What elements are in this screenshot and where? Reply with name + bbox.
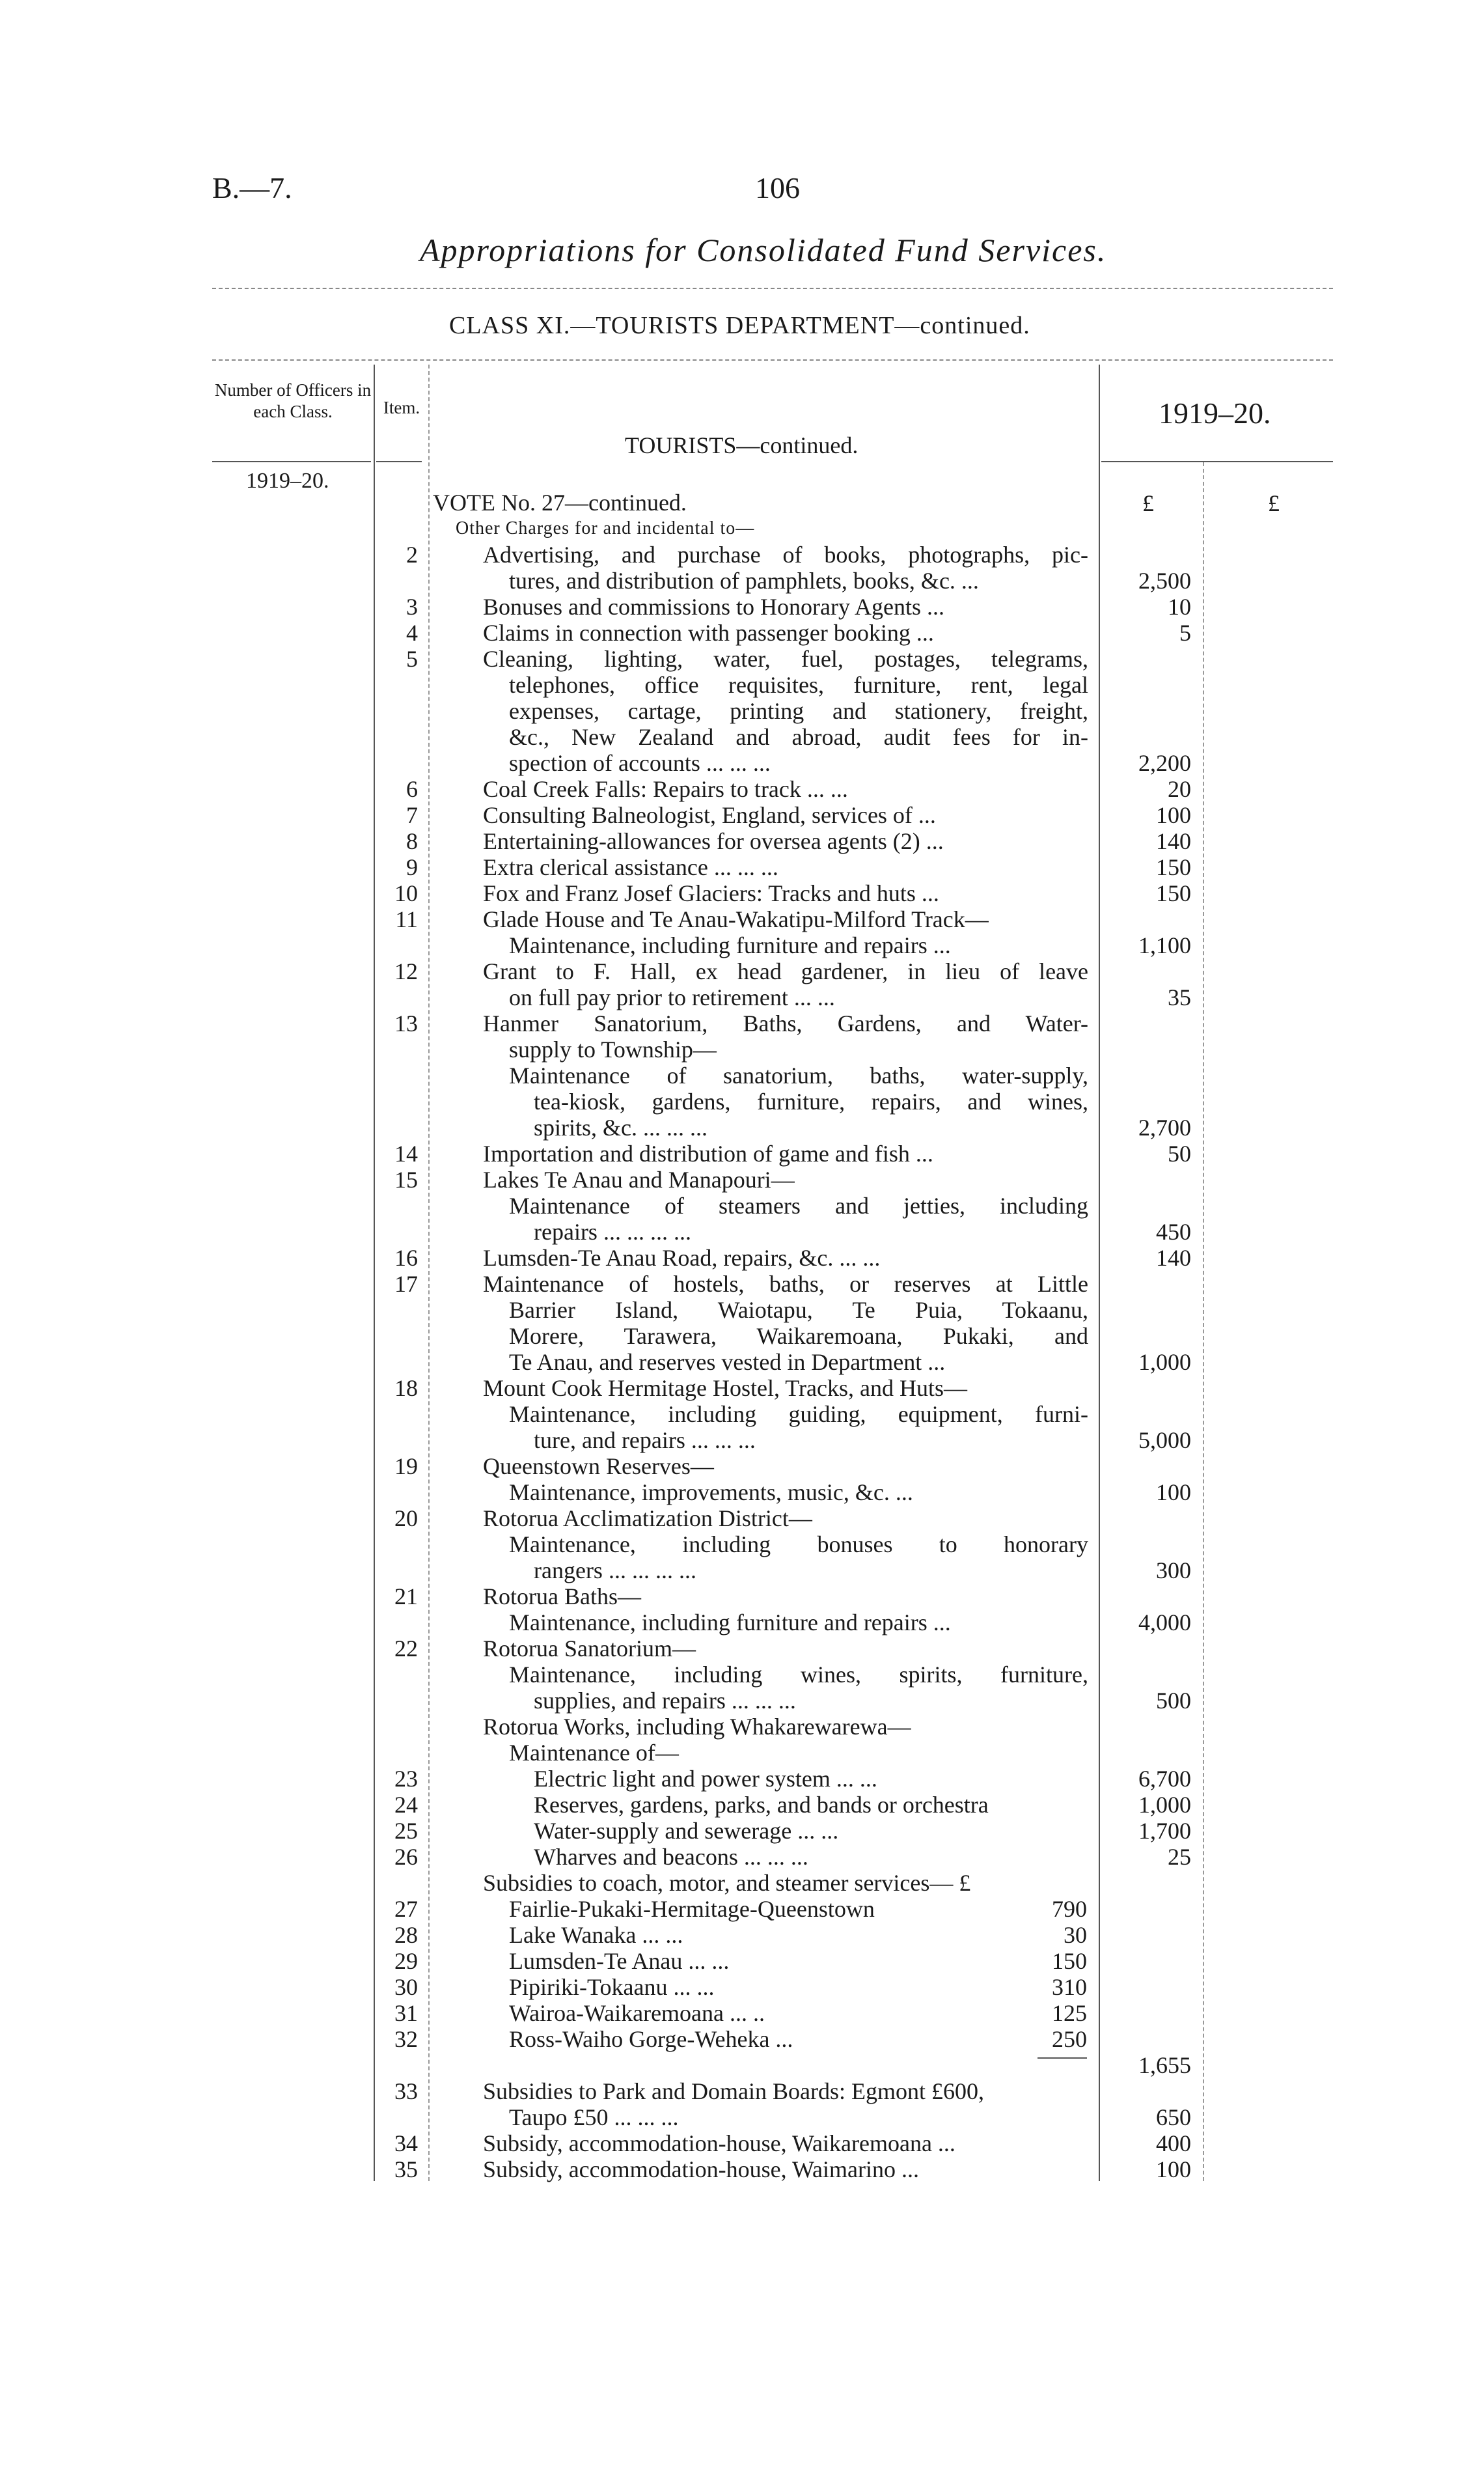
table-row [0, 724, 1484, 750]
table-row [0, 1948, 1484, 1974]
amount: 20 [1168, 776, 1191, 802]
amount: 400 [1156, 2130, 1191, 2156]
table-row [0, 646, 1484, 672]
row-text: Reserves, gardens, parks, and bands or orchestra [534, 1792, 989, 1818]
amount: 140 [1156, 1245, 1191, 1271]
item-number: 30 [394, 1974, 418, 2000]
row-text: Maintenance of hostels, baths, or reserves at Little [483, 1271, 1088, 1297]
table-row [0, 672, 1484, 698]
row-text: Maintenance, including bonuses to honorary [509, 1531, 1088, 1557]
row-text: Maintenance of— [509, 1740, 679, 1766]
amount: 100 [1156, 2156, 1191, 2182]
table-row [0, 1141, 1484, 1167]
item-number: 28 [394, 1922, 418, 1948]
table-row [0, 490, 1484, 516]
row-text: Taupo £50 ... ... ... [509, 2104, 679, 2130]
table-row [0, 542, 1484, 568]
row-text: Pipiriki-Tokaanu ... ... [509, 1974, 715, 2000]
item-number: 13 [394, 1010, 418, 1036]
row-text: Queenstown Reserves— [483, 1453, 714, 1479]
table-row [0, 958, 1484, 984]
table-row [0, 1036, 1484, 1063]
page-number: 106 [755, 171, 800, 204]
row-text: Cleaning, lighting, water, fuel, postages, telegrams, [483, 646, 1088, 672]
item-number: 10 [394, 880, 418, 906]
table-row [0, 1063, 1484, 1089]
row-text: Maintenance, improvements, music, &c. ... [509, 1479, 913, 1505]
row-text: Maintenance, including furniture and repairs ... [509, 932, 951, 958]
amount: 2,200 [1138, 750, 1191, 776]
table-row [0, 620, 1484, 646]
table-row [0, 1453, 1484, 1479]
sub-amount: 30 [1064, 1922, 1087, 1948]
item-header-rule [376, 461, 422, 462]
amount: 2,500 [1138, 568, 1191, 594]
table-row [0, 1609, 1484, 1635]
table-row [0, 1870, 1484, 1896]
table-row [0, 1505, 1484, 1531]
table-row [0, 1297, 1484, 1323]
row-text: Coal Creek Falls: Repairs to track ... ... [483, 776, 848, 802]
table-row [0, 2104, 1484, 2130]
table-row [0, 1271, 1484, 1297]
table-row [0, 1922, 1484, 1948]
item-number: 3 [406, 594, 418, 620]
pound-sign-amount: £ [1142, 490, 1154, 516]
pound-sign-total: £ [1268, 490, 1280, 516]
row-text: &c., New Zealand and abroad, audit fees for in- [509, 724, 1088, 750]
year-column-header: 1919–20. [1159, 396, 1271, 430]
table-row [0, 2130, 1484, 2156]
row-text: Rotorua Sanatorium— [483, 1635, 696, 1662]
table-row [0, 1557, 1484, 1583]
officers-column-header: Number of Officers in each Class. [214, 380, 372, 421]
table-row [0, 1245, 1484, 1271]
sub-amount: 250 [1052, 2026, 1087, 2052]
table-row [0, 1531, 1484, 1557]
item-number: 19 [394, 1453, 418, 1479]
amount: 10 [1168, 594, 1191, 620]
row-text: supplies, and repairs ... ... ... [534, 1688, 796, 1714]
item-number: 18 [394, 1375, 418, 1401]
row-text: Hanmer Sanatorium, Baths, Gardens, and Water- [483, 1010, 1088, 1036]
row-text: Grant to F. Hall, ex head gardener, in lieu of leave [483, 958, 1088, 984]
row-text: repairs ... ... ... ... [534, 1219, 691, 1245]
row-text: Subsidies to coach, motor, and steamer services— £ [483, 1870, 971, 1896]
row-text: spirits, &c. ... ... ... [534, 1115, 708, 1141]
amount: 1,000 [1138, 1349, 1191, 1375]
table-row [0, 1349, 1484, 1375]
row-text: Mount Cook Hermitage Hostel, Tracks, and Huts— [483, 1375, 967, 1401]
item-number: 20 [394, 1505, 418, 1531]
row-text: Lake Wanaka ... ... [509, 1922, 683, 1948]
row-text: Lumsden-Te Anau ... ... [509, 1948, 730, 1974]
item-number: 7 [406, 802, 418, 828]
table-row [0, 1089, 1484, 1115]
sub-amount: 150 [1052, 1948, 1087, 1974]
title-rule [212, 288, 1333, 289]
row-text: Entertaining-allowances for oversea agents (2) ... [483, 828, 944, 854]
table-row [0, 1323, 1484, 1349]
table-row [0, 906, 1484, 932]
item-number: 14 [394, 1141, 418, 1167]
row-text: Maintenance, including furniture and repairs ... [509, 1609, 951, 1635]
row-text: Other Charges for and incidental to— [456, 518, 755, 538]
item-number: 23 [394, 1766, 418, 1792]
table-row [0, 1740, 1484, 1766]
amount: 25 [1168, 1844, 1191, 1870]
table-row [0, 2078, 1484, 2104]
row-text: Fairlie-Pukaki-Hermitage-Queenstown [509, 1896, 875, 1922]
item-number: 22 [394, 1635, 418, 1662]
row-text: expenses, cartage, printing and stationery, freight, [509, 698, 1088, 724]
amount: 1,100 [1138, 932, 1191, 958]
row-text: Te Anau, and reserves vested in Department ... [509, 1349, 946, 1375]
amount: 1,700 [1138, 1818, 1191, 1844]
table-row [0, 802, 1484, 828]
row-text: Wharves and beacons ... ... ... [534, 1844, 808, 1870]
table-row [0, 1115, 1484, 1141]
amount: 300 [1156, 1557, 1191, 1583]
item-number: 34 [394, 2130, 418, 2156]
row-text: Barrier Island, Waiotapu, Te Puia, Tokaanu, [509, 1297, 1088, 1323]
table-row [0, 1219, 1484, 1245]
officers-year-label: 1919–20. [246, 469, 329, 493]
item-number: 8 [406, 828, 418, 854]
row-text: Rotorua Baths— [483, 1583, 641, 1609]
table-row [0, 1375, 1484, 1401]
table-row [0, 2000, 1484, 2026]
row-text: Maintenance, including guiding, equipment, furni- [509, 1401, 1088, 1427]
table-row [0, 1010, 1484, 1036]
table-row [0, 1818, 1484, 1844]
row-text: Importation and distribution of game and fish ... [483, 1141, 933, 1167]
table-row [0, 1766, 1484, 1792]
item-number: 12 [394, 958, 418, 984]
item-number: 26 [394, 1844, 418, 1870]
row-text: Maintenance, including wines, spirits, furniture, [509, 1662, 1088, 1688]
row-text: Electric light and power system ... ... [534, 1766, 877, 1792]
item-number: 35 [394, 2156, 418, 2182]
table-row [0, 1662, 1484, 1688]
amount: 35 [1168, 984, 1191, 1010]
row-text: Lumsden-Te Anau Road, repairs, &c. ... ... [483, 1245, 881, 1271]
table-row [0, 1583, 1484, 1609]
amount: 5,000 [1138, 1427, 1191, 1453]
table-row [0, 1427, 1484, 1453]
table-row [0, 1401, 1484, 1427]
row-text: Maintenance of steamers and jetties, including [509, 1193, 1088, 1219]
table-row [0, 1193, 1484, 1219]
year-header-rule [1101, 461, 1333, 462]
table-row [0, 698, 1484, 724]
row-text: ture, and repairs ... ... ... [534, 1427, 756, 1453]
item-number: 5 [406, 646, 418, 672]
row-text: Subsidy, accommodation-house, Waimarino ... [483, 2156, 919, 2182]
table-row [0, 2026, 1484, 2052]
amount: 450 [1156, 1219, 1191, 1245]
item-number: 33 [394, 2078, 418, 2104]
table-row [0, 854, 1484, 880]
item-number: 24 [394, 1792, 418, 1818]
row-text: Subsidies to Park and Domain Boards: Egmont £600, [483, 2078, 984, 2104]
amount: 100 [1156, 802, 1191, 828]
row-text: Glade House and Te Anau-Wakatipu-Milford Track— [483, 906, 989, 932]
sub-amount: 310 [1052, 1974, 1087, 2000]
amount: 6,700 [1138, 1766, 1191, 1792]
officers-header-rule [212, 461, 371, 462]
item-column-header: Item. [383, 398, 420, 417]
table-row [0, 516, 1484, 542]
row-text: Rotorua Acclimatization District— [483, 1505, 812, 1531]
row-text: supply to Township— [509, 1036, 717, 1063]
row-text: Water-supply and sewerage ... ... [534, 1818, 839, 1844]
item-number: 21 [394, 1583, 418, 1609]
table-row [0, 1635, 1484, 1662]
table-row [0, 1688, 1484, 1714]
table-row [0, 750, 1484, 776]
vote-heading: VOTE No. 27—continued. [433, 490, 687, 516]
amount: 1,655 [1138, 2052, 1191, 2078]
table-row [0, 1844, 1484, 1870]
row-text: on full pay prior to retirement ... ... [509, 984, 835, 1010]
table-row [0, 2052, 1484, 2078]
item-number: 25 [394, 1818, 418, 1844]
document-reference: B.—7. [212, 171, 292, 204]
amount: 150 [1156, 880, 1191, 906]
amount: 650 [1156, 2104, 1191, 2130]
item-number: 4 [406, 620, 418, 646]
item-number: 15 [394, 1167, 418, 1193]
row-text: tures, and distribution of pamphlets, books, &c. ... [509, 568, 979, 594]
item-number: 29 [394, 1948, 418, 1974]
row-text: Consulting Balneologist, England, services of ... [483, 802, 936, 828]
row-text: Bonuses and commissions to Honorary Agents ... [483, 594, 944, 620]
item-number: 32 [394, 2026, 418, 2052]
amount: 100 [1156, 1479, 1191, 1505]
row-text: Morere, Tarawera, Waikaremoana, Pukaki, and [509, 1323, 1088, 1349]
item-number: 6 [406, 776, 418, 802]
amount: 150 [1156, 854, 1191, 880]
amount: 2,700 [1138, 1115, 1191, 1141]
table-row [0, 828, 1484, 854]
table-row [0, 932, 1484, 958]
item-number: 31 [394, 2000, 418, 2026]
amount: 5 [1179, 620, 1191, 646]
row-text: Claims in connection with passenger booking ... [483, 620, 934, 646]
row-text: rangers ... ... ... ... [534, 1557, 696, 1583]
row-text: Rotorua Works, including Whakarewarewa— [483, 1714, 911, 1740]
table-row [0, 880, 1484, 906]
item-number: 11 [395, 906, 418, 932]
table-row [0, 1792, 1484, 1818]
table-row [0, 568, 1484, 594]
item-number: 16 [394, 1245, 418, 1271]
row-text: telephones, office requisites, furniture, rent, legal [509, 672, 1088, 698]
table-row [0, 984, 1484, 1010]
row-text: Extra clerical assistance ... ... ... [483, 854, 778, 880]
row-text: Fox and Franz Josef Glaciers: Tracks and huts ... [483, 880, 939, 906]
amount: 500 [1156, 1688, 1191, 1714]
row-text: Advertising, and purchase of books, photographs, pic- [483, 542, 1088, 568]
item-number: 2 [406, 542, 418, 568]
amount: 50 [1168, 1141, 1191, 1167]
row-text: Wairoa-Waikaremoana ... .. [509, 2000, 765, 2026]
item-number: 27 [394, 1896, 418, 1922]
amount: 140 [1156, 828, 1191, 854]
page-title: Appropriations for Consolidated Fund Services. [420, 232, 1107, 268]
row-text: Lakes Te Anau and Manapouri— [483, 1167, 795, 1193]
table-top-rule [212, 359, 1333, 361]
row-text: spection of accounts ... ... ... [509, 750, 771, 776]
class-heading: CLASS XI.—TOURISTS DEPARTMENT—continued. [449, 312, 1030, 339]
amount: 1,000 [1138, 1792, 1191, 1818]
table-row [0, 1167, 1484, 1193]
table-row [0, 1974, 1484, 2000]
table-row [0, 594, 1484, 620]
table-row [0, 2156, 1484, 2182]
table-row [0, 1896, 1484, 1922]
row-text: Maintenance of sanatorium, baths, water-supply, [509, 1063, 1088, 1089]
sub-amount: 790 [1052, 1896, 1087, 1922]
table-row [0, 1479, 1484, 1505]
table-row [0, 776, 1484, 802]
row-text: Ross-Waiho Gorge-Weheka ... [509, 2026, 793, 2052]
item-number: 9 [406, 854, 418, 880]
description-column-header: TOURISTS—continued. [625, 432, 859, 458]
row-text: tea-kiosk, gardens, furniture, repairs, and wines, [534, 1089, 1088, 1115]
sub-amount: 125 [1052, 2000, 1087, 2026]
table-row [0, 1714, 1484, 1740]
row-text: Subsidy, accommodation-house, Waikaremoana ... [483, 2130, 955, 2156]
item-number: 17 [394, 1271, 418, 1297]
amount: 4,000 [1138, 1609, 1191, 1635]
